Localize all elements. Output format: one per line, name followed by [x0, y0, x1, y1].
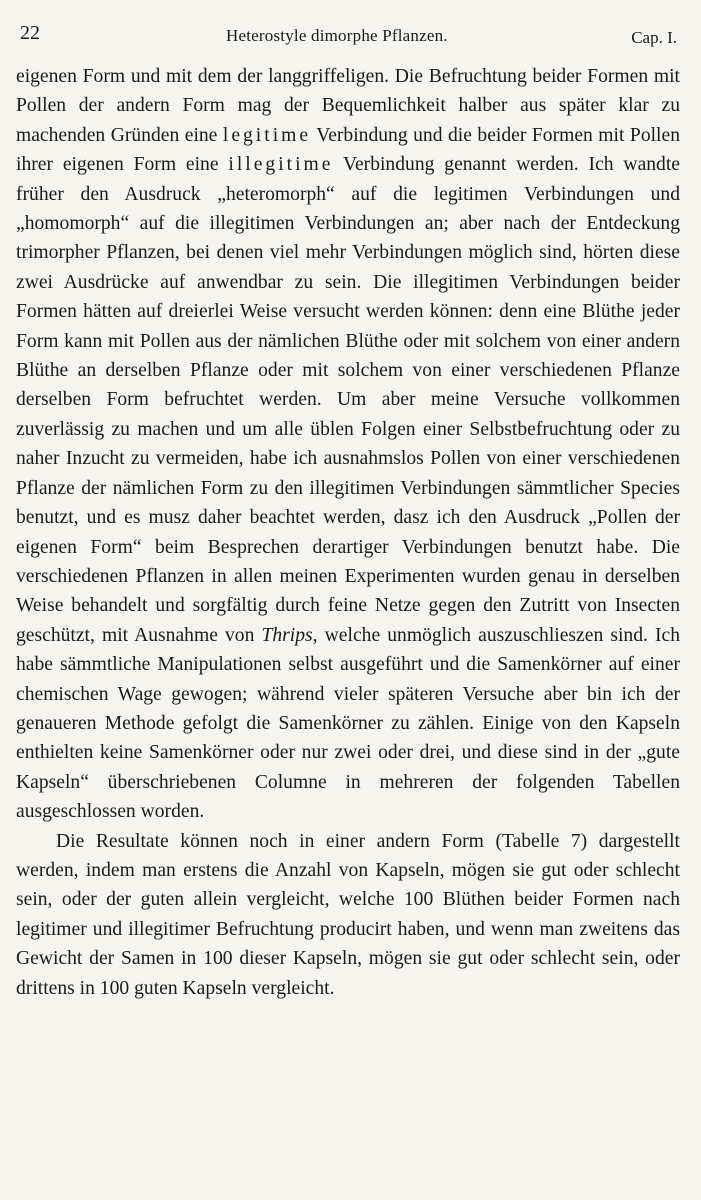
running-title: Heterostyle dimorphe Pflanzen.	[226, 26, 448, 45]
text-run: Verbindung und die beider Formen mit Pollen ihrer eigenen Form eine	[16, 124, 680, 176]
italic-genus-name: Thrips	[261, 624, 313, 646]
chapter-label: Cap. I.	[631, 28, 677, 47]
paragraph	[16, 62, 680, 827]
paragraph: Die Resultate können noch in einer andern Form (Tabelle 7) dargestellt werden, indem man erstens die Anzahl von Kapseln, mögen sie gut oder schlecht sein, oder der guten allein vergleicht, welche 100 Blüthen beider Formen nach legitimer und illegitimer Befruchtung producirt haben, und wenn man zweitens das Gewicht der Samen in 100 dieser Kapseln, mögen sie gut oder schlecht sein, oder drittens in 100 guten Kapseln vergleicht.	[16, 830, 680, 999]
page-number: 22	[20, 22, 40, 44]
text-run: , welche unmöglich auszuschlieszen sind. Ich habe sämmtliche Manipulationen selbst ausgeführt und die Samenkörner auf einer chemischen Wage gewogen; während vieler späteren Versuche aber bin ich der genaueren Methode gefolgt die Samenkörner zu zählen. Einige von den Kapseln enthielten keine Samenkörner oder nur zwei oder drei, und diese sind in der „gute Kapseln“ überschriebenen Columne in mehreren der folgenden Tabellen ausgeschlossen worden.	[16, 624, 680, 823]
emphasis-illegitime: illegitime	[228, 154, 334, 176]
page-header	[16, 18, 677, 48]
body-text	[16, 62, 680, 1003]
emphasis-legitime: legitime	[222, 124, 312, 146]
text-run: eigenen Form und mit dem der langgriffeligen. Die Befruchtung beider Formen mit Pollen der andern Form mag der Bequemlichkeit halber aus später klar zu machenden Gründen eine	[16, 66, 680, 146]
text-run: Verbindung genannt werden. Ich wandte früher den Ausdruck „heteromorph“ auf die legitimen Verbindungen und „homomorph“ auf die illegitimen Verbindungen an; aber nach der Entdeckung trimorpher Pflanzen, bei denen viel mehr Verbindungen möglich sind, hörten diese zwei Ausdrücke auf anwendbar zu sein. Die illegitimen Verbindungen beider Formen hätten auf dreierlei Weise versucht werden können: denn eine Blüthe jeder Form kann mit Pollen aus der nämlichen Blüthe oder mit solchem von einer andern Blüthe an derselben Pflanze oder mit solchem von einer verschiedenen Pflanze derselben Form befruchtet werden. Um aber meine Versuche vollkommen zuverlässig zu machen und um alle üblen Folgen einer Selbstbefruchtung oder zu naher Inzucht zu vermeiden, habe ich ausnahmslos Pollen von einer verschiedenen Pflanze der nämlichen Form zu den illegitimen Verbindungen sämmtlicher Species benutzt, und es musz daher beachtet werden, dasz ich den Ausdruck „Pollen der eigenen Form“ beim Besprechen derartiger Verbindungen benutzt habe. Die verschiedenen Pflanzen in allen meinen Experimenten wurden genau in derselben Weise behandelt und sorgfältig durch feine Netze gegen den Zutritt von Insecten geschützt, mit Ausnahme von	[16, 154, 680, 646]
